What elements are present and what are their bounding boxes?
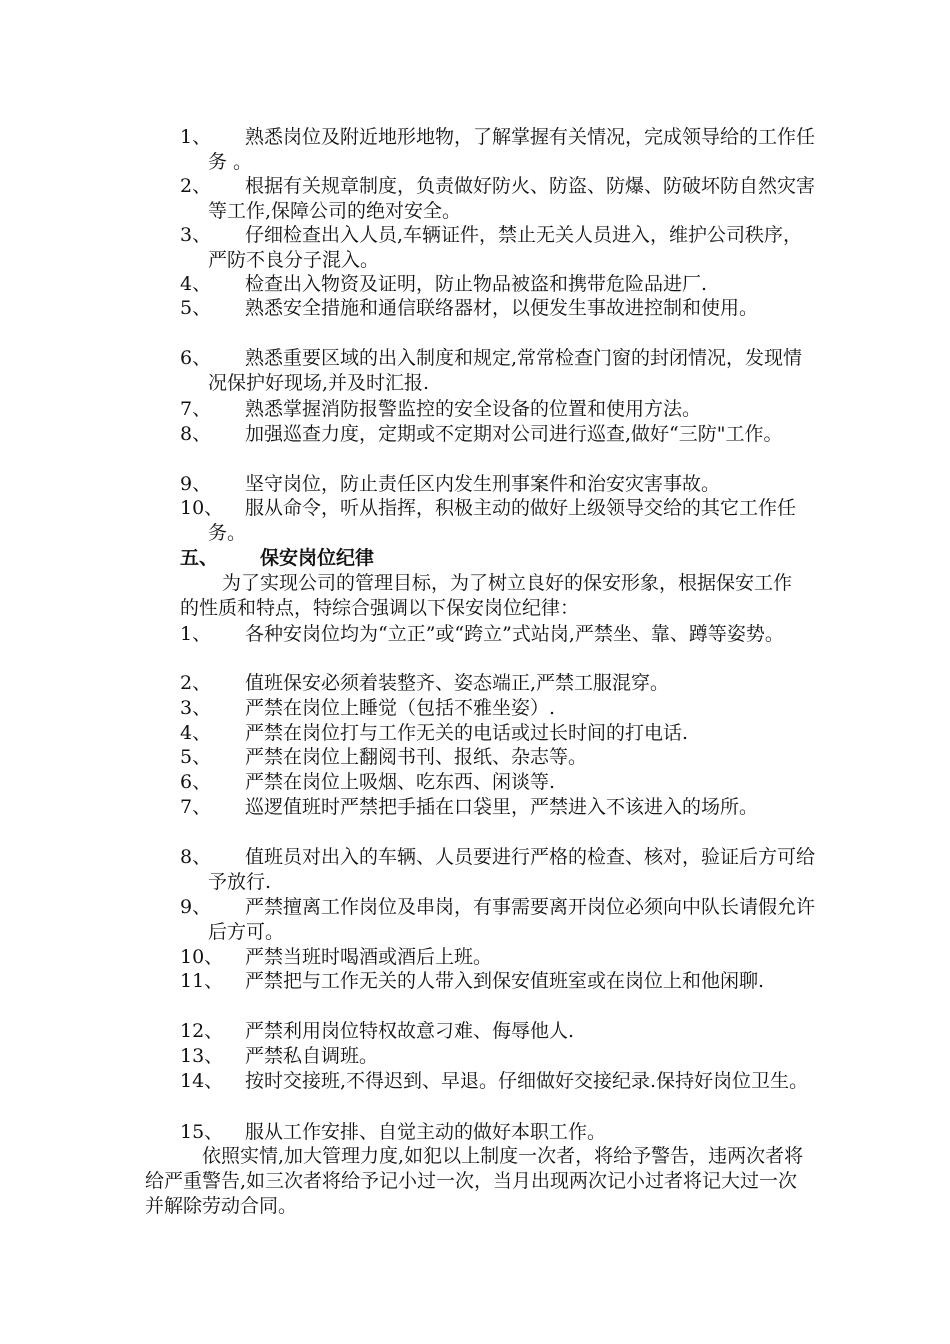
- item-text: 按时交接班,不得迟到、早退。仔细做好交接纪录.保持好岗位卫生。: [245, 1070, 809, 1092]
- item-text: 服从命令，听从指挥，积极主动的做好上级领导交给的其它工作任务。: [208, 497, 797, 544]
- rule-item: [180, 945, 820, 970]
- rule-item: [180, 1120, 820, 1145]
- item-number: 2、: [180, 672, 212, 694]
- item-number: 1、: [180, 623, 212, 645]
- item-text: 熟悉重要区域的出入制度和规定,常常检查门窗的封闭情况，发现情况保护好现场,并及时汇报.: [208, 347, 803, 394]
- item-text: 严禁利用岗位特权故意刁难、侮辱他人.: [245, 1020, 575, 1042]
- rule-item: [180, 795, 820, 820]
- item-number: 7、: [180, 398, 212, 420]
- item-text: 严禁在岗位上吸烟、吃东西、闲谈等.: [245, 771, 556, 793]
- duty-item: [180, 174, 820, 224]
- rule-item: [180, 745, 820, 770]
- duty-item: [180, 422, 820, 447]
- item-number: 11、: [180, 970, 224, 992]
- item-number: 10、: [180, 497, 224, 519]
- item-number: 14、: [180, 1070, 224, 1092]
- item-number: 7、: [180, 796, 212, 818]
- item-text: 严禁当班时喝酒或酒后上班。: [245, 946, 493, 968]
- duty-item: [180, 223, 820, 273]
- item-number: 12、: [180, 1020, 224, 1042]
- item-text: 值班保安必须着装整齐、姿态端正,严禁工服混穿。: [245, 672, 670, 694]
- item-text: 熟悉岗位及附近地形地物，了解掌握有关情况，完成领导给的工作任务 。: [208, 126, 816, 173]
- duty-item: [180, 272, 820, 297]
- item-text: 检查出入物资及证明，防止物品被盗和携带危险品进厂.: [245, 273, 708, 295]
- item-number: 13、: [180, 1045, 224, 1067]
- item-text: 加强巡查力度，定期或不定期对公司进行巡查,做好“三防"工作。: [245, 423, 783, 445]
- rule-item: [180, 1044, 820, 1069]
- rule-item: [180, 895, 820, 945]
- item-number: 15、: [180, 1121, 224, 1143]
- item-text: 熟悉掌握消防报警监控的安全设备的位置和使用方法。: [245, 398, 702, 420]
- rule-item: [180, 622, 820, 647]
- item-text: 服从工作安排、自觉主动的做好本职工作。: [245, 1121, 607, 1143]
- rule-item: [180, 969, 820, 994]
- item-number: 3、: [180, 224, 212, 246]
- item-number: 5、: [180, 746, 212, 768]
- duty-item: [180, 496, 820, 546]
- item-text: 仔细检查出入人员,车辆证件，禁止无关人员进入，维护公司秩序，严防不良分子混入。: [208, 224, 803, 271]
- item-number: 6、: [180, 771, 212, 793]
- item-text: 严禁在岗位上睡觉（包括不雅坐姿）.: [245, 697, 556, 719]
- item-number: 8、: [180, 846, 212, 868]
- rule-item: [180, 1069, 820, 1094]
- item-text: 严禁把与工作无关的人带入到保安值班室或在岗位上和他闲聊.: [245, 970, 765, 992]
- rule-item: [180, 671, 820, 696]
- closing-paragraph: 依照实情,加大管理力度,如犯以上制度一次者，将给予警告，违两次者将给严重警告,如三次者将给予记小过一次，当月出现两次记小过者将记大过一次并解除劳动合同。: [145, 1145, 804, 1217]
- item-text: 熟悉安全措施和通信联络器材，以便发生事故进控制和使用。: [245, 297, 759, 319]
- item-number: 4、: [180, 722, 212, 744]
- section-intro: 为了实现公司的管理目标，为了树立良好的保安形象，根据保安工作的性质和特点，特综合强调以下保安岗位纪律：: [180, 572, 793, 619]
- item-text: 巡逻值班时严禁把手插在口袋里，严禁进入不该进入的场所。: [245, 796, 759, 818]
- item-text: 严禁私自调班。: [245, 1045, 379, 1067]
- duty-item: [180, 125, 820, 175]
- rule-item: [180, 770, 820, 795]
- item-number: 9、: [180, 896, 212, 918]
- item-text: 严禁在岗位打与工作无关的电话或过长时间的打电话.: [245, 722, 689, 744]
- item-text: 根据有关规章制度，负责做好防火、防盗、防爆、防破坏防自然灾害等工作,保障公司的绝对安全。: [208, 175, 816, 222]
- item-number: 6、: [180, 347, 212, 369]
- item-number: 10、: [180, 946, 224, 968]
- section-title: 保安岗位纪律: [260, 547, 375, 569]
- item-number: 8、: [180, 423, 212, 445]
- section-heading: [180, 546, 374, 571]
- item-text: 坚守岗位，防止责任区内发生刑事案件和治安灾害事故。: [245, 473, 721, 495]
- rule-item: [180, 845, 820, 895]
- rule-item: [180, 696, 820, 721]
- item-text: 值班员对出入的车辆、人员要进行严格的检查、核对，验证后方可给予放行.: [208, 846, 816, 893]
- rule-item: [180, 721, 820, 746]
- duty-item: [180, 397, 820, 422]
- item-text: 各种安岗位均为“立正”或“跨立”式站岗,严禁坐、靠、蹲等姿势。: [245, 623, 784, 645]
- rule-item: [180, 1019, 820, 1044]
- duty-item: [180, 472, 820, 497]
- section-number: 五、: [180, 547, 219, 569]
- item-text: 严禁在岗位上翻阅书刊、报纸、杂志等。: [245, 746, 588, 768]
- item-number: 2、: [180, 175, 212, 197]
- item-number: 9、: [180, 473, 212, 495]
- item-number: 4、: [180, 273, 212, 295]
- item-number: 5、: [180, 297, 212, 319]
- item-number: 1、: [180, 126, 212, 148]
- item-text: 严禁擅离工作岗位及串岗，有事需要离开岗位必须向中队长请假允许后方可。: [208, 896, 816, 943]
- item-number: 3、: [180, 697, 212, 719]
- duty-item: [180, 296, 820, 321]
- duty-item: [180, 346, 820, 396]
